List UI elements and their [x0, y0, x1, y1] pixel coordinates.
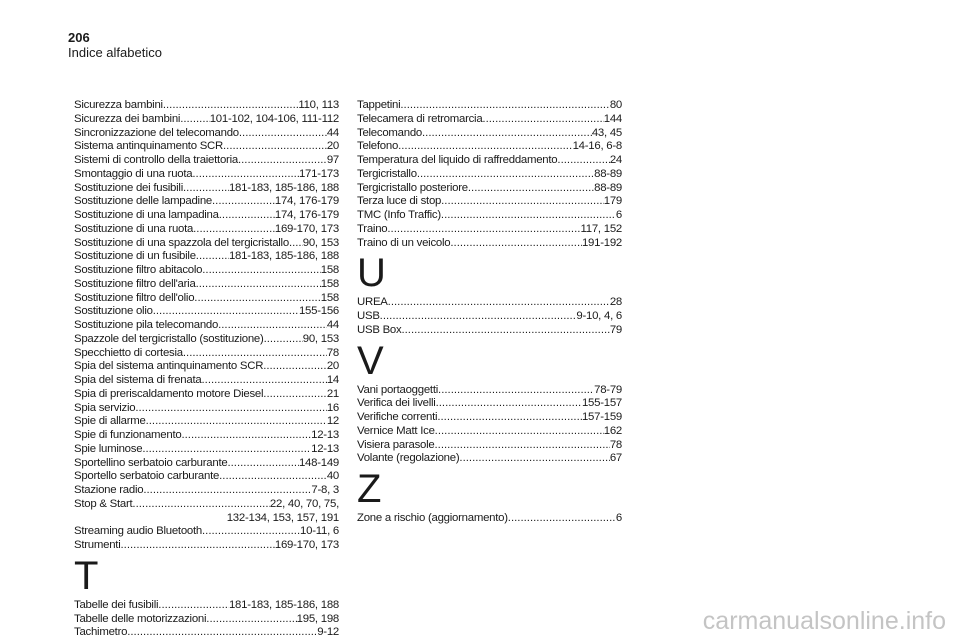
dot-leader: [450, 237, 582, 251]
index-entry: [74, 250, 339, 264]
index-list-z: [357, 512, 622, 526]
entry-pages: 78: [326, 346, 339, 359]
entry-pages: 158: [320, 264, 339, 276]
dot-leader: [192, 168, 299, 182]
dot-leader: [146, 415, 327, 429]
index-entry: [357, 140, 622, 154]
entry-pages: 181-183, 185-186, 188: [228, 598, 339, 611]
index-entry: [74, 292, 339, 306]
index-list-u: [357, 296, 622, 337]
entry-pages: 148-149: [298, 456, 339, 469]
entry-pages: 78: [609, 438, 622, 451]
index-entry: [357, 113, 622, 127]
entry-term: Tachimetro: [74, 626, 128, 639]
index-entry: [74, 484, 339, 498]
dot-leader: [468, 182, 594, 196]
entry-term: Sicurezza dei bambini: [74, 112, 181, 125]
entry-term: Vernice Matt Ice: [357, 424, 435, 437]
index-entry: [357, 397, 622, 411]
entry-term: Tergicristallo: [357, 167, 417, 180]
index-entry: [357, 154, 622, 168]
entry-term: Spia di preriscaldamento motore Diesel: [74, 387, 264, 400]
dot-leader: [218, 319, 327, 333]
index-entry: [74, 415, 339, 429]
index-entry: [357, 425, 622, 439]
entry-term: Sostituzione filtro abitacolo: [74, 264, 203, 276]
entry-pages: 6: [615, 512, 622, 524]
dot-leader: [437, 411, 582, 425]
index-letter-t: T: [74, 553, 99, 598]
dot-leader: [422, 127, 592, 141]
watermark: carmanualsonline.info: [702, 607, 946, 635]
index-letter-z: Z: [357, 467, 382, 511]
dot-leader: [212, 195, 275, 209]
entry-pages: 20: [326, 360, 339, 373]
dot-leader: [196, 278, 321, 292]
dot-leader: [289, 237, 303, 251]
entry-term: Spie luminose: [74, 442, 143, 455]
entry-term: Spazzole del tergicristallo (sostituzione): [74, 332, 264, 345]
dot-leader: [417, 168, 594, 182]
entry-term: Sistema antinquinamento SCR: [74, 140, 224, 153]
entry-term: Zone a rischio (aggiornamento): [357, 512, 508, 524]
entry-term: USB: [357, 310, 380, 322]
index-entry: [74, 140, 339, 154]
index-entry: [74, 626, 339, 640]
entry-pages: 6: [615, 209, 622, 221]
dot-leader: [435, 425, 604, 439]
entry-pages: 43, 45: [591, 126, 622, 139]
index-entry: [74, 195, 339, 209]
entry-pages: 79: [609, 323, 622, 336]
entry-pages: 195, 198: [296, 612, 339, 625]
entry-term: Sistemi di controllo della traiettoria: [74, 154, 238, 166]
entry-term: Spia del sistema di frenata: [74, 374, 202, 386]
entry-term: Sostituzione delle lampadine: [74, 195, 213, 208]
index-entry: [357, 195, 622, 209]
entry-pages: 101-102, 104-106, 111-112: [209, 112, 339, 125]
index-entry: [74, 402, 339, 416]
entry-pages: 90, 153: [302, 236, 339, 249]
entry-pages: 174, 176-179: [274, 209, 339, 221]
index-entry: [357, 439, 622, 453]
entry-term: Sostituzione olio: [74, 305, 153, 318]
index-entry: [74, 127, 339, 141]
dot-leader: [508, 512, 616, 526]
dot-leader: [388, 296, 610, 310]
index-entry: [74, 168, 339, 182]
dot-leader: [223, 140, 327, 154]
index-entry: [74, 223, 339, 237]
entry-pages: 40: [326, 470, 339, 483]
entry-term: Sostituzione filtro dell'olio: [74, 291, 195, 304]
index-entry: [74, 443, 339, 457]
entry-term: Verifica dei livelli: [357, 397, 436, 410]
dot-leader: [142, 443, 311, 457]
dot-leader: [441, 195, 604, 209]
entry-pages: 157-159: [581, 411, 622, 423]
entry-pages: 169-170, 173: [274, 539, 339, 551]
index-list-t-continued: [357, 99, 622, 250]
entry-pages: 44: [326, 319, 339, 331]
index-entry: [357, 209, 622, 223]
entry-pages: 179: [603, 195, 622, 208]
entry-pages: 117, 152: [580, 222, 622, 235]
entry-term: Sostituzione di un fusibile: [74, 250, 196, 263]
dot-leader: [441, 209, 616, 223]
dot-leader: [183, 182, 229, 196]
index-entry: [357, 127, 622, 141]
entry-term: Telecamera di retromarcia: [357, 112, 483, 125]
index-letter-u: U: [357, 251, 386, 296]
index-entry: [74, 539, 339, 553]
entry-pages: 14-16, 6-8: [572, 140, 622, 153]
dot-leader: [219, 209, 275, 223]
entry-term: Streaming audio Bluetooth: [74, 525, 202, 538]
dot-leader: [239, 127, 327, 141]
dot-leader: [387, 223, 580, 237]
dot-leader: [401, 324, 609, 338]
entry-term: Spie di allarme: [74, 415, 146, 428]
dot-leader: [202, 525, 300, 539]
entry-term: Stop & Start: [74, 497, 133, 510]
index-entry: [357, 411, 622, 425]
entry-term: Sportellino serbatoio carburante: [74, 456, 228, 469]
dot-leader: [263, 360, 327, 374]
entry-term: Sportello serbatoio carburante: [74, 470, 220, 483]
index-entry: [74, 264, 339, 278]
index-entry: [74, 470, 339, 484]
dot-leader: [459, 452, 609, 466]
index-entry: [357, 296, 622, 310]
entry-term: Sostituzione di una lampadina: [74, 209, 219, 221]
index-entry: [74, 388, 339, 402]
entry-pages: 7-8, 3: [311, 484, 339, 496]
index-letter-v: V: [357, 338, 384, 383]
entry-pages: 97: [326, 154, 339, 166]
dot-leader: [196, 250, 229, 264]
entry-pages: 28: [609, 296, 622, 309]
dot-leader: [398, 140, 572, 154]
entry-term: Sicurezza bambini: [74, 99, 163, 111]
entry-term: Verifiche correnti: [357, 411, 438, 423]
entry-term: USB Box: [357, 323, 402, 336]
entry-pages: 80: [609, 99, 622, 111]
dot-leader: [132, 498, 269, 512]
entry-pages: 155-157: [581, 397, 622, 410]
index-entry: [357, 310, 622, 324]
entry-pages: 169-170, 173: [274, 222, 339, 235]
entry-term: Sostituzione pila telecomando: [74, 319, 219, 331]
dot-leader: [180, 113, 210, 127]
dot-leader: [143, 484, 311, 498]
index-list-v: [357, 384, 622, 467]
index-entry: [74, 305, 339, 319]
page-header: [68, 31, 162, 60]
index-entry: [74, 113, 339, 127]
entry-pages: 24: [609, 154, 622, 166]
entry-term: Telefono: [357, 140, 399, 153]
index-entry: [74, 374, 339, 388]
index-entry: [357, 452, 622, 466]
dot-leader: [206, 613, 296, 627]
dot-leader: [135, 402, 327, 416]
dot-leader: [400, 99, 609, 113]
entry-term: Traino: [357, 222, 388, 235]
dot-leader: [263, 388, 327, 402]
entry-pages: 88-89: [594, 167, 622, 180]
index-entry: [74, 209, 339, 223]
dot-leader: [183, 347, 327, 361]
index-column-left: [74, 99, 339, 640]
entry-pages: 9-10, 4, 6: [576, 310, 622, 322]
index-entry: [74, 613, 339, 627]
entry-term: Visiera parasole: [357, 438, 435, 451]
page-number: 206: [68, 30, 90, 45]
entry-pages-continued: 132-134, 153, 157, 191: [226, 511, 339, 524]
index-entry: [74, 154, 339, 168]
entry-pages: 155-156: [298, 305, 339, 318]
dot-leader: [202, 264, 320, 278]
index-list-s: [74, 99, 339, 553]
index-entry: [357, 168, 622, 182]
entry-term: Spia del sistema antinquinamento SCR: [74, 360, 264, 373]
entry-term: Traino di un veicolo: [357, 236, 451, 249]
index-entry: [74, 319, 339, 333]
dot-leader: [219, 470, 327, 484]
entry-term: Volante (regolazione): [357, 452, 460, 465]
index-list-t: [74, 599, 339, 640]
dot-leader: [163, 99, 299, 113]
entry-term: Smontaggio di una ruota: [74, 167, 193, 180]
entry-term: Specchietto di cortesia: [74, 346, 183, 359]
entry-pages: 12-13: [311, 442, 339, 455]
entry-pages: 21: [326, 387, 339, 400]
entry-pages: 90, 153: [302, 332, 339, 345]
index-entry: [357, 99, 622, 113]
dot-leader: [127, 626, 317, 640]
dot-leader: [380, 310, 577, 324]
index-entry: [74, 360, 339, 374]
entry-pages: 181-183, 185-186, 188: [228, 181, 339, 194]
entry-term: Tabelle delle motorizzazioni: [74, 612, 207, 625]
index-entry: [357, 182, 622, 196]
dot-leader: [158, 599, 229, 613]
index-entry: [74, 525, 339, 539]
entry-term: Sostituzione dei fusibili: [74, 181, 183, 194]
entry-pages: 44: [326, 126, 339, 139]
index-entry: [74, 333, 339, 347]
index-entry: [74, 237, 339, 251]
entry-term: Tappetini: [357, 99, 401, 111]
entry-pages: 174, 176-179: [274, 195, 339, 208]
index-entry: [74, 498, 339, 512]
entry-term: Sostituzione filtro dell'aria: [74, 277, 196, 290]
entry-term: Spia servizio: [74, 401, 136, 414]
entry-term: Strumenti: [74, 539, 121, 551]
dot-leader: [482, 113, 603, 127]
dot-leader: [436, 397, 582, 411]
index-entry: [357, 237, 622, 251]
entry-pages: 158: [320, 291, 339, 304]
entry-term: Tergicristallo posteriore: [357, 181, 468, 194]
entry-pages: 191-192: [581, 236, 622, 249]
entry-pages: 162: [603, 424, 622, 437]
dot-leader: [434, 439, 609, 453]
index-entry: [357, 324, 622, 338]
entry-term: Tabelle dei fusibili: [74, 598, 159, 611]
index-entry: [74, 182, 339, 196]
index-entry: [74, 347, 339, 361]
entry-term: Terza luce di stop: [357, 195, 442, 208]
index-entry: [74, 599, 339, 613]
page-title: Indice alfabetico: [68, 45, 162, 60]
dot-leader: [193, 223, 275, 237]
index-entry: [357, 512, 622, 526]
entry-pages: 171-173: [298, 167, 339, 180]
dot-leader: [121, 539, 275, 553]
entry-pages: 158: [320, 277, 339, 290]
entry-pages: 67: [609, 452, 622, 465]
entry-term: Sincronizzazione del telecomando: [74, 126, 239, 139]
entry-term: UREA: [357, 296, 388, 309]
index-column-right: [357, 99, 622, 526]
entry-pages: 9-12: [317, 626, 339, 639]
dot-leader: [181, 429, 311, 443]
entry-term: TMC (Info Traffic): [357, 209, 441, 221]
index-entry: [357, 223, 622, 237]
entry-term: Sostituzione di una spazzola del tergicristallo: [74, 236, 289, 249]
index-entry: [357, 384, 622, 398]
entry-pages: 22, 40, 70, 75,: [269, 497, 339, 510]
entry-pages: 10-11, 6: [300, 525, 339, 538]
entry-pages: 12-13: [311, 429, 339, 441]
dot-leader: [194, 292, 320, 306]
index-entry: [74, 457, 339, 471]
entry-term: Vani portaoggetti: [357, 383, 439, 396]
entry-pages: 16: [326, 401, 339, 414]
index-entry: [74, 99, 339, 113]
entry-term: Temperatura del liquido di raffreddamento: [357, 154, 558, 166]
entry-term: Sostituzione di una ruota: [74, 222, 194, 235]
dot-leader: [153, 305, 299, 319]
dot-leader: [438, 384, 594, 398]
entry-pages: 181-183, 185-186, 188: [228, 250, 339, 263]
entry-term: Stazione radio: [74, 484, 144, 496]
entry-pages: 78-79: [594, 383, 622, 396]
entry-pages: 12: [326, 415, 339, 428]
entry-term: Telecomando: [357, 126, 423, 139]
dot-leader: [227, 457, 298, 471]
dot-leader: [201, 374, 326, 388]
entry-pages: 88-89: [594, 181, 622, 194]
entry-pages: 14: [326, 374, 339, 386]
dot-leader: [264, 333, 303, 347]
dot-leader: [238, 154, 327, 168]
entry-pages: 110, 113: [298, 99, 339, 111]
entry-term: Spie di funzionamento: [74, 429, 182, 441]
index-entry: [74, 278, 339, 292]
entry-pages: 20: [326, 140, 339, 153]
entry-pages: 144: [603, 112, 622, 125]
dot-leader: [557, 154, 609, 168]
index-entry: [74, 429, 339, 443]
